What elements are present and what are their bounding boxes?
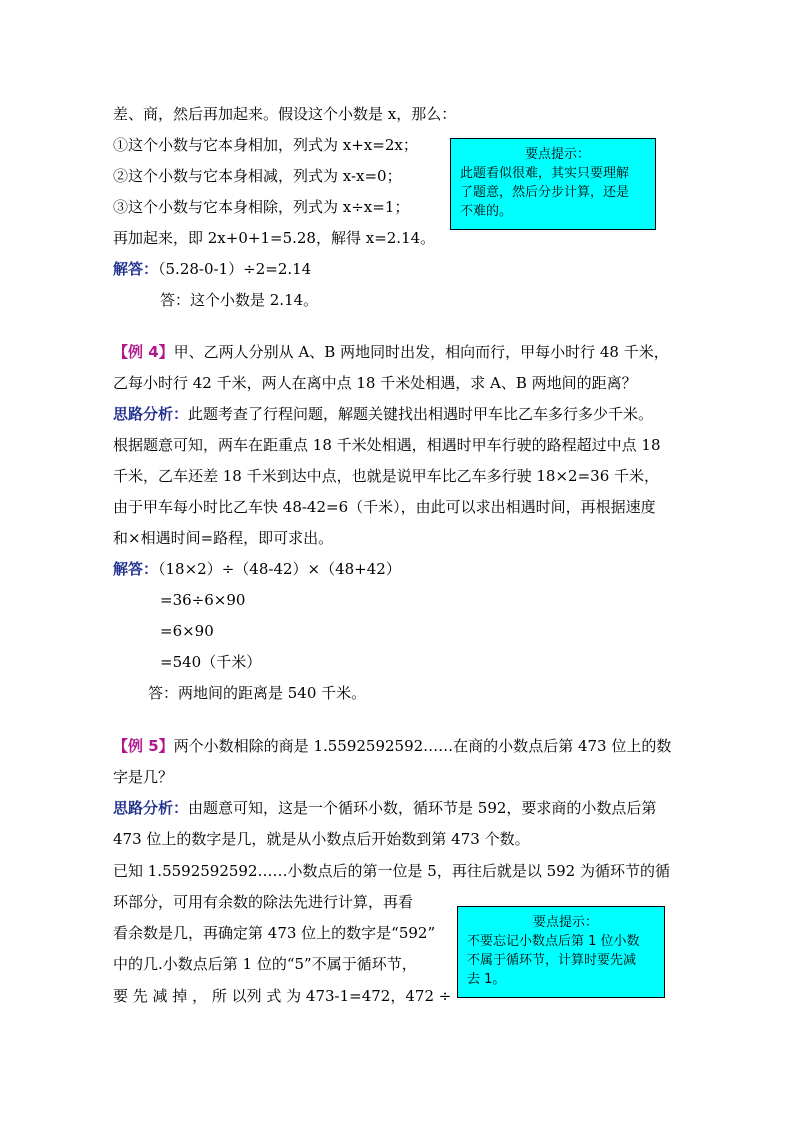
tip-line: 不要忘记小数点后第 1 位小数	[467, 934, 640, 949]
analysis-text: 由题意可知，这是一个循环小数，循环节是 592，要求商的小数点后第	[188, 799, 657, 817]
text-line: 字是几？	[113, 768, 174, 786]
tip-box	[450, 138, 656, 230]
answer-expression: （5.28-0-1）÷2=2.14	[158, 260, 312, 278]
example-5-question	[113, 736, 671, 756]
final-answer: 答：这个小数是 2.14。	[160, 291, 319, 309]
answer-label: 解答：	[113, 260, 159, 278]
text-line: ③这个小数与它本身相除，列式为 x÷x=1；	[113, 198, 410, 216]
tip-line: 了题意，然后分步计算，还是	[460, 185, 630, 200]
tip-title: 要点提示：	[532, 915, 598, 930]
example-tag: 【例 4】	[113, 343, 174, 361]
text-line: 473 位上的数字是几，就是从小数点后开始数到第 473 个数。	[113, 830, 530, 848]
solution-step: =540（千米）	[160, 653, 262, 671]
answer-line	[113, 259, 311, 279]
analysis-line	[113, 798, 656, 818]
analysis-line	[113, 404, 653, 424]
answer-line	[113, 559, 401, 579]
text-line: 中的几.小数点后第 1 位的“5”不属于循环节，	[113, 955, 417, 973]
text-line: 乙每小时行 42 千米，两人在离中点 18 千米处相遇，求 A、B 两地间的距离？	[113, 374, 637, 392]
analysis-text: 此题考查了行程问题，解题关键找出相遇时甲车比乙车多行多少千米。	[188, 405, 654, 423]
solution-step: =36÷6×90	[160, 591, 246, 609]
example-4-question	[113, 342, 669, 362]
text-line: 和×相遇时间=路程，即可求出。	[113, 529, 334, 547]
tip-line: 去 1。	[467, 972, 506, 987]
example-tag: 【例 5】	[113, 737, 174, 755]
tip-line: 不难的。	[460, 204, 513, 219]
tip-title: 要点提示：	[524, 147, 590, 162]
text-line: 差、商，然后再加起来。假设这个小数是 x，那么：	[113, 105, 457, 123]
text-line: 要 先 减 掉 ， 所 以列 式 为 473-1=472，472 ÷	[113, 987, 452, 1005]
tip-box	[457, 906, 665, 998]
solution-step: （18×2）÷（48-42）×（48+42）	[158, 560, 401, 578]
analysis-label: 思路分析：	[113, 799, 189, 817]
text-line: 环部分，可用有余数的除法先进行计算，再看	[113, 893, 414, 911]
question-text: 甲、乙两人分别从 A、B 两地同时出发，相向而行，甲每小时行 48 千米，	[173, 343, 669, 361]
final-answer: 答：两地间的距离是 540 千米。	[148, 684, 367, 702]
analysis-label: 思路分析：	[113, 405, 189, 423]
tip-line: 不属于循环节，计算时要先减	[467, 953, 637, 968]
answer-label: 解答：	[113, 560, 159, 578]
text-line: 千米，乙车还差 18 千米到达中点，也就是说甲车比乙车多行驶 18×2=36 千米，	[113, 467, 660, 485]
tip-line: 此题看似很难，其实只要理解	[460, 166, 630, 181]
text-line: ①这个小数与它本身相加，列式为 x+x=2x；	[113, 136, 418, 154]
text-line: 再加起来，即 2x+0+1=5.28，解得 x=2.14。	[113, 229, 436, 247]
text-line: 看余数是几，再确定第 473 位上的数字是“592”	[113, 924, 436, 942]
question-text: 两个小数相除的商是 1.5592592592……在商的小数点后第 473 位上的数	[173, 737, 672, 755]
text-line: 已知 1.5592592592……小数点后的第一位是 5，再往后就是以 592 为循环节的循	[113, 862, 670, 880]
text-line: ②这个小数与它本身相减，列式为 x-x=0；	[113, 167, 402, 185]
solution-step: =6×90	[160, 622, 214, 640]
text-line: 根据题意可知，两车在距重点 18 千米处相遇，相遇时甲车行驶的路程超过中点 18	[113, 436, 661, 454]
text-line: 由于甲车每小时比乙车快 48-42=6（千米），由此可以求出相遇时间，再根据速度	[113, 498, 656, 516]
